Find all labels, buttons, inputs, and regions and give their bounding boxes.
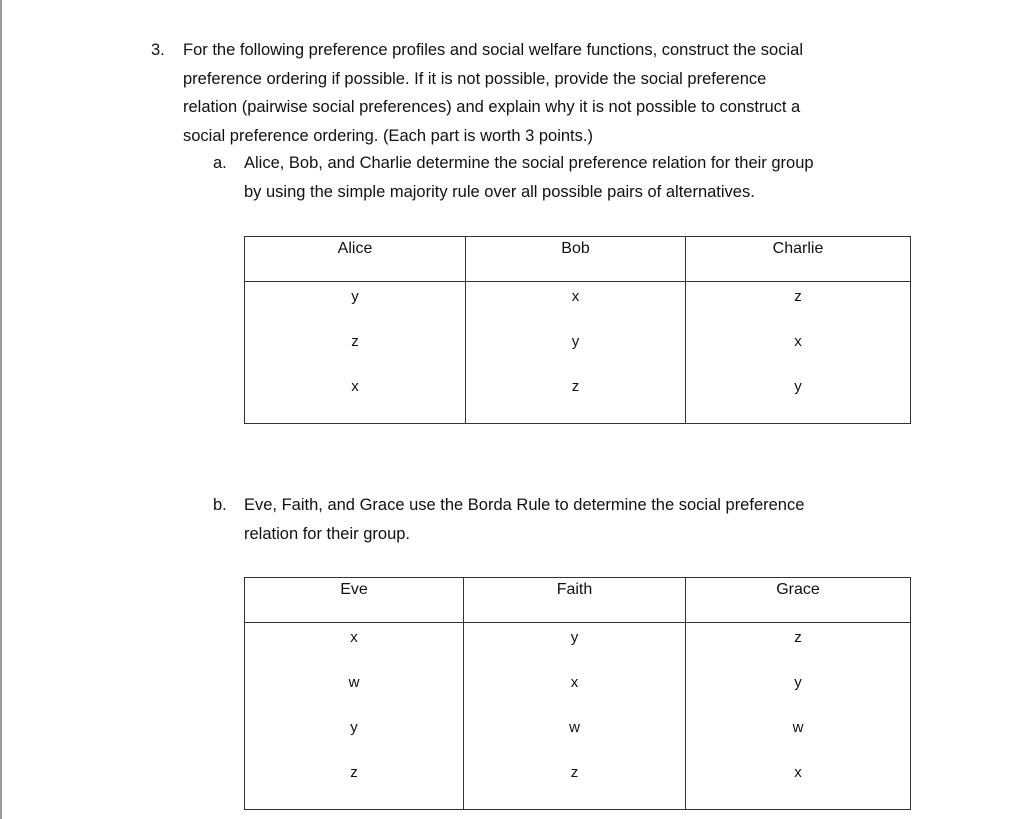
faith-ranking xyxy=(464,623,686,810)
rank-2: y xyxy=(794,674,802,691)
question-line: social preference ordering. (Each part is worth 3 points.) xyxy=(183,126,593,145)
rank-3: y xyxy=(350,719,358,736)
part-b-line: Eve, Faith, and Grace use the Borda Rule to determine the social preference xyxy=(244,496,805,514)
page-left-edge xyxy=(0,0,2,819)
header-charlie: Charlie xyxy=(686,237,911,282)
part-b-line: relation for their group. xyxy=(244,524,411,543)
part-a-text xyxy=(244,149,894,206)
rank-4: z xyxy=(350,764,358,781)
rank-2: z xyxy=(351,333,359,350)
rank-1: z xyxy=(794,288,802,305)
rank-3: w xyxy=(569,719,580,736)
charlie-ranking xyxy=(686,282,911,424)
header-grace: Grace xyxy=(686,578,911,623)
part-a-line: by using the simple majority rule over all possible pairs of alternatives. xyxy=(244,182,755,201)
question-line: relation (pairwise social preferences) and explain why it is not possible to construct a xyxy=(183,98,801,116)
grace-ranking xyxy=(686,623,911,810)
rank-1: z xyxy=(794,629,802,646)
rank-2: x xyxy=(570,674,579,691)
rank-1: y xyxy=(570,629,579,646)
question-number: 3. xyxy=(151,41,165,59)
question-line: preference ordering if possible. If it is not possible, provide the social preference xyxy=(183,69,767,88)
part-b-text xyxy=(244,491,894,548)
preference-table-b xyxy=(244,577,911,810)
part-a-marker: a. xyxy=(213,154,227,172)
part-a-line: Alice, Bob, and Charlie determine the social preference relation for their group xyxy=(244,154,814,172)
alice-ranking xyxy=(245,282,466,424)
header-eve: Eve xyxy=(245,578,464,623)
rank-1: x xyxy=(350,629,358,646)
bob-ranking xyxy=(466,282,686,424)
rank-3: y xyxy=(794,378,802,395)
rank-3: x xyxy=(351,378,359,395)
question-line: For the following preference profiles and social welfare functions, construct the social xyxy=(183,41,803,59)
part-b-marker: b. xyxy=(213,496,227,514)
rank-4: z xyxy=(570,764,579,781)
preference-table-a xyxy=(244,236,911,424)
header-bob: Bob xyxy=(466,237,686,282)
rank-1: y xyxy=(351,288,359,305)
rank-3: w xyxy=(792,719,804,736)
rank-2: x xyxy=(794,333,802,350)
rank-2: w xyxy=(348,674,360,691)
header-alice: Alice xyxy=(245,237,466,282)
question-text xyxy=(183,36,903,150)
rank-1: x xyxy=(571,288,580,305)
rank-3: z xyxy=(571,378,580,395)
eve-ranking xyxy=(245,623,464,810)
rank-4: x xyxy=(794,764,802,781)
header-faith: Faith xyxy=(464,578,686,623)
rank-2: y xyxy=(571,333,580,350)
